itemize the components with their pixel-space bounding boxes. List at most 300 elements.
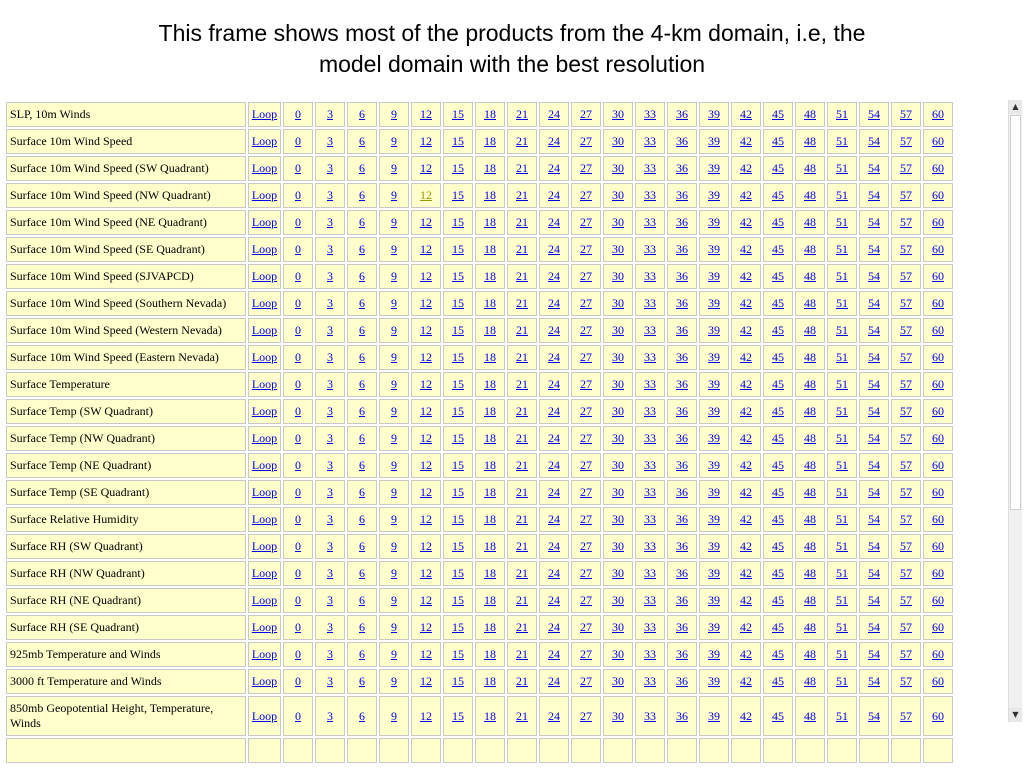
hour-link-51[interactable]: 51 — [836, 566, 848, 580]
hour-link-15[interactable]: 15 — [452, 242, 464, 256]
hour-link-60[interactable]: 60 — [932, 539, 944, 553]
hour-link-42[interactable]: 42 — [740, 647, 752, 661]
hour-link-33[interactable]: 33 — [644, 458, 656, 472]
hour-link-12[interactable]: 12 — [420, 674, 432, 688]
hour-link-27[interactable]: 27 — [580, 404, 592, 418]
hour-link-3[interactable]: 3 — [327, 404, 333, 418]
hour-link-51[interactable]: 51 — [836, 269, 848, 283]
hour-link-54[interactable]: 54 — [868, 215, 880, 229]
hour-link-21[interactable]: 21 — [516, 539, 528, 553]
hour-link-51[interactable]: 51 — [836, 107, 848, 121]
hour-link-12[interactable]: 12 — [420, 458, 432, 472]
loop-link[interactable]: Loop — [251, 350, 278, 364]
hour-link-12[interactable]: 12 — [420, 377, 432, 391]
hour-link-21[interactable]: 21 — [516, 161, 528, 175]
hour-link-24[interactable]: 24 — [548, 377, 560, 391]
hour-link-18[interactable]: 18 — [484, 708, 496, 723]
hour-link-48[interactable]: 48 — [804, 458, 816, 472]
hour-link-30[interactable]: 30 — [612, 647, 624, 661]
hour-link-12[interactable]: 12 — [420, 593, 432, 607]
hour-link-15[interactable]: 15 — [452, 269, 464, 283]
hour-link-51[interactable]: 51 — [836, 350, 848, 364]
hour-link-27[interactable]: 27 — [580, 242, 592, 256]
hour-link-48[interactable]: 48 — [804, 161, 816, 175]
hour-link-21[interactable]: 21 — [516, 269, 528, 283]
hour-link-3[interactable]: 3 — [327, 539, 333, 553]
hour-link-24[interactable]: 24 — [548, 485, 560, 499]
hour-link-30[interactable]: 30 — [612, 161, 624, 175]
hour-link-60[interactable]: 60 — [932, 485, 944, 499]
hour-link-30[interactable]: 30 — [612, 539, 624, 553]
hour-link-27[interactable]: 27 — [580, 674, 592, 688]
hour-link-54[interactable]: 54 — [868, 674, 880, 688]
hour-link-3[interactable]: 3 — [327, 350, 333, 364]
hour-link-3[interactable]: 3 — [327, 566, 333, 580]
hour-link-54[interactable]: 54 — [868, 404, 880, 418]
hour-link-27[interactable]: 27 — [580, 539, 592, 553]
hour-link-18[interactable]: 18 — [484, 620, 496, 634]
hour-link-18[interactable]: 18 — [484, 107, 496, 121]
hour-link-27[interactable]: 27 — [580, 458, 592, 472]
hour-link-15[interactable]: 15 — [452, 431, 464, 445]
hour-link-57[interactable]: 57 — [900, 134, 912, 148]
hour-link-3[interactable]: 3 — [327, 512, 333, 526]
hour-link-12[interactable]: 12 — [420, 323, 432, 337]
hour-link-39[interactable]: 39 — [708, 215, 720, 229]
hour-link-30[interactable]: 30 — [612, 107, 624, 121]
loop-link[interactable]: Loop — [251, 107, 278, 121]
hour-link-0[interactable]: 0 — [295, 350, 301, 364]
hour-link-15[interactable]: 15 — [452, 458, 464, 472]
hour-link-21[interactable]: 21 — [516, 242, 528, 256]
hour-link-33[interactable]: 33 — [644, 431, 656, 445]
hour-link-33[interactable]: 33 — [644, 296, 656, 310]
hour-link-51[interactable]: 51 — [836, 323, 848, 337]
hour-link-6[interactable]: 6 — [359, 566, 365, 580]
hour-link-6[interactable]: 6 — [359, 458, 365, 472]
hour-link-48[interactable]: 48 — [804, 377, 816, 391]
hour-link-54[interactable]: 54 — [868, 647, 880, 661]
hour-link-57[interactable]: 57 — [900, 215, 912, 229]
hour-link-48[interactable]: 48 — [804, 566, 816, 580]
hour-link-6[interactable]: 6 — [359, 269, 365, 283]
hour-link-6[interactable]: 6 — [359, 539, 365, 553]
hour-link-33[interactable]: 33 — [644, 134, 656, 148]
hour-link-9[interactable]: 9 — [391, 161, 397, 175]
hour-link-48[interactable]: 48 — [804, 188, 816, 202]
hour-link-57[interactable]: 57 — [900, 161, 912, 175]
hour-link-33[interactable]: 33 — [644, 539, 656, 553]
hour-link-45[interactable]: 45 — [772, 134, 784, 148]
hour-link-21[interactable]: 21 — [516, 215, 528, 229]
hour-link-45[interactable]: 45 — [772, 269, 784, 283]
hour-link-24[interactable]: 24 — [548, 674, 560, 688]
hour-link-36[interactable]: 36 — [676, 134, 688, 148]
hour-link-0[interactable]: 0 — [295, 674, 301, 688]
hour-link-24[interactable]: 24 — [548, 296, 560, 310]
hour-link-21[interactable]: 21 — [516, 566, 528, 580]
loop-link[interactable]: Loop — [251, 323, 278, 337]
hour-link-42[interactable]: 42 — [740, 404, 752, 418]
hour-link-36[interactable]: 36 — [676, 485, 688, 499]
loop-link[interactable]: Loop — [251, 485, 278, 499]
hour-link-42[interactable]: 42 — [740, 350, 752, 364]
hour-link-48[interactable]: 48 — [804, 323, 816, 337]
loop-link[interactable]: Loop — [251, 242, 278, 256]
hour-link-18[interactable]: 18 — [484, 242, 496, 256]
hour-link-6[interactable]: 6 — [359, 620, 365, 634]
hour-link-15[interactable]: 15 — [452, 161, 464, 175]
hour-link-60[interactable]: 60 — [932, 269, 944, 283]
hour-link-9[interactable]: 9 — [391, 708, 397, 723]
hour-link-18[interactable]: 18 — [484, 431, 496, 445]
hour-link-12[interactable]: 12 — [420, 566, 432, 580]
hour-link-12[interactable]: 12 — [420, 242, 432, 256]
hour-link-54[interactable]: 54 — [868, 539, 880, 553]
hour-link-15[interactable]: 15 — [452, 620, 464, 634]
loop-link[interactable]: Loop — [251, 161, 278, 175]
hour-link-33[interactable]: 33 — [644, 215, 656, 229]
hour-link-12[interactable]: 12 — [420, 215, 432, 229]
hour-link-60[interactable]: 60 — [932, 188, 944, 202]
hour-link-21[interactable]: 21 — [516, 296, 528, 310]
hour-link-6[interactable]: 6 — [359, 296, 365, 310]
loop-link[interactable]: Loop — [251, 593, 278, 607]
hour-link-9[interactable]: 9 — [391, 593, 397, 607]
hour-link-0[interactable]: 0 — [295, 269, 301, 283]
hour-link-12[interactable]: 12 — [420, 485, 432, 499]
hour-link-45[interactable]: 45 — [772, 350, 784, 364]
hour-link-51[interactable]: 51 — [836, 431, 848, 445]
hour-link-3[interactable]: 3 — [327, 188, 333, 202]
hour-link-12[interactable]: 12 — [420, 708, 432, 723]
hour-link-0[interactable]: 0 — [295, 296, 301, 310]
hour-link-54[interactable]: 54 — [868, 242, 880, 256]
hour-link-18[interactable]: 18 — [484, 404, 496, 418]
hour-link-51[interactable]: 51 — [836, 512, 848, 526]
hour-link-3[interactable]: 3 — [327, 485, 333, 499]
hour-link-15[interactable]: 15 — [452, 512, 464, 526]
hour-link-36[interactable]: 36 — [676, 350, 688, 364]
hour-link-24[interactable]: 24 — [548, 323, 560, 337]
hour-link-54[interactable]: 54 — [868, 107, 880, 121]
hour-link-27[interactable]: 27 — [580, 431, 592, 445]
hour-link-15[interactable]: 15 — [452, 377, 464, 391]
hour-link-33[interactable]: 33 — [644, 404, 656, 418]
hour-link-45[interactable]: 45 — [772, 404, 784, 418]
hour-link-54[interactable]: 54 — [868, 485, 880, 499]
hour-link-36[interactable]: 36 — [676, 323, 688, 337]
hour-link-9[interactable]: 9 — [391, 431, 397, 445]
hour-link-54[interactable]: 54 — [868, 593, 880, 607]
hour-link-48[interactable]: 48 — [804, 674, 816, 688]
hour-link-36[interactable]: 36 — [676, 269, 688, 283]
hour-link-48[interactable]: 48 — [804, 404, 816, 418]
hour-link-51[interactable]: 51 — [836, 404, 848, 418]
hour-link-15[interactable]: 15 — [452, 485, 464, 499]
loop-link[interactable]: Loop — [251, 134, 278, 148]
hour-link-24[interactable]: 24 — [548, 458, 560, 472]
hour-link-9[interactable]: 9 — [391, 377, 397, 391]
hour-link-27[interactable]: 27 — [580, 566, 592, 580]
hour-link-0[interactable]: 0 — [295, 708, 301, 723]
hour-link-3[interactable]: 3 — [327, 458, 333, 472]
hour-link-45[interactable]: 45 — [772, 485, 784, 499]
hour-link-51[interactable]: 51 — [836, 458, 848, 472]
hour-link-54[interactable]: 54 — [868, 431, 880, 445]
loop-link[interactable]: Loop — [251, 377, 278, 391]
hour-link-0[interactable]: 0 — [295, 215, 301, 229]
hour-link-9[interactable]: 9 — [391, 620, 397, 634]
hour-link-18[interactable]: 18 — [484, 296, 496, 310]
hour-link-27[interactable]: 27 — [580, 377, 592, 391]
hour-link-3[interactable]: 3 — [327, 620, 333, 634]
hour-link-39[interactable]: 39 — [708, 161, 720, 175]
hour-link-6[interactable]: 6 — [359, 404, 365, 418]
hour-link-30[interactable]: 30 — [612, 431, 624, 445]
hour-link-51[interactable]: 51 — [836, 215, 848, 229]
hour-link-57[interactable]: 57 — [900, 620, 912, 634]
hour-link-27[interactable]: 27 — [580, 134, 592, 148]
hour-link-0[interactable]: 0 — [295, 512, 301, 526]
hour-link-42[interactable]: 42 — [740, 485, 752, 499]
hour-link-48[interactable]: 48 — [804, 350, 816, 364]
hour-link-36[interactable]: 36 — [676, 647, 688, 661]
hour-link-42[interactable]: 42 — [740, 377, 752, 391]
hour-link-45[interactable]: 45 — [772, 674, 784, 688]
hour-link-51[interactable]: 51 — [836, 539, 848, 553]
hour-link-21[interactable]: 21 — [516, 134, 528, 148]
hour-link-30[interactable]: 30 — [612, 404, 624, 418]
hour-link-36[interactable]: 36 — [676, 215, 688, 229]
hour-link-18[interactable]: 18 — [484, 215, 496, 229]
hour-link-39[interactable]: 39 — [708, 242, 720, 256]
hour-link-42[interactable]: 42 — [740, 134, 752, 148]
hour-link-57[interactable]: 57 — [900, 512, 912, 526]
hour-link-51[interactable]: 51 — [836, 620, 848, 634]
hour-link-24[interactable]: 24 — [548, 107, 560, 121]
hour-link-6[interactable]: 6 — [359, 377, 365, 391]
hour-link-15[interactable]: 15 — [452, 134, 464, 148]
hour-link-9[interactable]: 9 — [391, 647, 397, 661]
loop-link[interactable]: Loop — [251, 620, 278, 634]
hour-link-0[interactable]: 0 — [295, 188, 301, 202]
hour-link-36[interactable]: 36 — [676, 161, 688, 175]
hour-link-18[interactable]: 18 — [484, 539, 496, 553]
hour-link-0[interactable]: 0 — [295, 566, 301, 580]
hour-link-0[interactable]: 0 — [295, 593, 301, 607]
hour-link-36[interactable]: 36 — [676, 620, 688, 634]
hour-link-27[interactable]: 27 — [580, 296, 592, 310]
scroll-up-arrow-icon[interactable]: ▲ — [1009, 100, 1022, 114]
hour-link-33[interactable]: 33 — [644, 161, 656, 175]
hour-link-6[interactable]: 6 — [359, 107, 365, 121]
hour-link-54[interactable]: 54 — [868, 458, 880, 472]
hour-link-60[interactable]: 60 — [932, 107, 944, 121]
hour-link-21[interactable]: 21 — [516, 647, 528, 661]
hour-link-57[interactable]: 57 — [900, 458, 912, 472]
hour-link-27[interactable]: 27 — [580, 593, 592, 607]
hour-link-15[interactable]: 15 — [452, 708, 464, 723]
hour-link-3[interactable]: 3 — [327, 708, 333, 723]
hour-link-15[interactable]: 15 — [452, 404, 464, 418]
hour-link-54[interactable]: 54 — [868, 512, 880, 526]
hour-link-30[interactable]: 30 — [612, 296, 624, 310]
hour-link-12[interactable]: 12 — [420, 620, 432, 634]
hour-link-42[interactable]: 42 — [740, 458, 752, 472]
hour-link-3[interactable]: 3 — [327, 134, 333, 148]
hour-link-36[interactable]: 36 — [676, 512, 688, 526]
loop-link[interactable]: Loop — [251, 188, 278, 202]
hour-link-60[interactable]: 60 — [932, 215, 944, 229]
hour-link-27[interactable]: 27 — [580, 161, 592, 175]
hour-link-6[interactable]: 6 — [359, 431, 365, 445]
hour-link-0[interactable]: 0 — [295, 323, 301, 337]
hour-link-0[interactable]: 0 — [295, 242, 301, 256]
hour-link-18[interactable]: 18 — [484, 674, 496, 688]
hour-link-51[interactable]: 51 — [836, 485, 848, 499]
hour-link-45[interactable]: 45 — [772, 539, 784, 553]
hour-link-0[interactable]: 0 — [295, 458, 301, 472]
hour-link-39[interactable]: 39 — [708, 350, 720, 364]
hour-link-24[interactable]: 24 — [548, 620, 560, 634]
loop-link[interactable]: Loop — [251, 512, 278, 526]
hour-link-21[interactable]: 21 — [516, 512, 528, 526]
hour-link-42[interactable]: 42 — [740, 566, 752, 580]
hour-link-54[interactable]: 54 — [868, 188, 880, 202]
hour-link-30[interactable]: 30 — [612, 350, 624, 364]
hour-link-9[interactable]: 9 — [391, 458, 397, 472]
hour-link-54[interactable]: 54 — [868, 566, 880, 580]
hour-link-39[interactable]: 39 — [708, 296, 720, 310]
hour-link-42[interactable]: 42 — [740, 107, 752, 121]
hour-link-33[interactable]: 33 — [644, 512, 656, 526]
hour-link-60[interactable]: 60 — [932, 242, 944, 256]
hour-link-24[interactable]: 24 — [548, 566, 560, 580]
hour-link-57[interactable]: 57 — [900, 539, 912, 553]
hour-link-9[interactable]: 9 — [391, 539, 397, 553]
hour-link-39[interactable]: 39 — [708, 107, 720, 121]
hour-link-21[interactable]: 21 — [516, 188, 528, 202]
hour-link-33[interactable]: 33 — [644, 620, 656, 634]
hour-link-33[interactable]: 33 — [644, 350, 656, 364]
hour-link-39[interactable]: 39 — [708, 377, 720, 391]
hour-link-24[interactable]: 24 — [548, 593, 560, 607]
hour-link-6[interactable]: 6 — [359, 161, 365, 175]
hour-link-51[interactable]: 51 — [836, 161, 848, 175]
scroll-down-arrow-icon[interactable]: ▼ — [1009, 708, 1022, 722]
hour-link-36[interactable]: 36 — [676, 242, 688, 256]
hour-link-12[interactable]: 12 — [420, 188, 432, 202]
hour-link-33[interactable]: 33 — [644, 593, 656, 607]
loop-link[interactable]: Loop — [251, 566, 278, 580]
loop-link[interactable]: Loop — [251, 708, 278, 723]
hour-link-33[interactable]: 33 — [644, 242, 656, 256]
hour-link-9[interactable]: 9 — [391, 215, 397, 229]
loop-link[interactable]: Loop — [251, 431, 278, 445]
hour-link-45[interactable]: 45 — [772, 323, 784, 337]
hour-link-60[interactable]: 60 — [932, 296, 944, 310]
hour-link-45[interactable]: 45 — [772, 107, 784, 121]
hour-link-57[interactable]: 57 — [900, 647, 912, 661]
hour-link-12[interactable]: 12 — [420, 512, 432, 526]
hour-link-24[interactable]: 24 — [548, 161, 560, 175]
hour-link-3[interactable]: 3 — [327, 593, 333, 607]
hour-link-54[interactable]: 54 — [868, 708, 880, 723]
hour-link-54[interactable]: 54 — [868, 269, 880, 283]
hour-link-48[interactable]: 48 — [804, 593, 816, 607]
hour-link-33[interactable]: 33 — [644, 323, 656, 337]
hour-link-57[interactable]: 57 — [900, 269, 912, 283]
hour-link-15[interactable]: 15 — [452, 647, 464, 661]
hour-link-57[interactable]: 57 — [900, 708, 912, 723]
hour-link-12[interactable]: 12 — [420, 404, 432, 418]
hour-link-54[interactable]: 54 — [868, 377, 880, 391]
hour-link-18[interactable]: 18 — [484, 188, 496, 202]
hour-link-12[interactable]: 12 — [420, 539, 432, 553]
hour-link-57[interactable]: 57 — [900, 323, 912, 337]
hour-link-48[interactable]: 48 — [804, 242, 816, 256]
hour-link-0[interactable]: 0 — [295, 134, 301, 148]
hour-link-27[interactable]: 27 — [580, 512, 592, 526]
hour-link-42[interactable]: 42 — [740, 188, 752, 202]
hour-link-39[interactable]: 39 — [708, 566, 720, 580]
hour-link-33[interactable]: 33 — [644, 647, 656, 661]
hour-link-6[interactable]: 6 — [359, 485, 365, 499]
hour-link-42[interactable]: 42 — [740, 161, 752, 175]
hour-link-18[interactable]: 18 — [484, 485, 496, 499]
hour-link-60[interactable]: 60 — [932, 458, 944, 472]
hour-link-60[interactable]: 60 — [932, 512, 944, 526]
hour-link-6[interactable]: 6 — [359, 323, 365, 337]
hour-link-30[interactable]: 30 — [612, 512, 624, 526]
hour-link-24[interactable]: 24 — [548, 404, 560, 418]
hour-link-0[interactable]: 0 — [295, 485, 301, 499]
hour-link-3[interactable]: 3 — [327, 242, 333, 256]
hour-link-24[interactable]: 24 — [548, 708, 560, 723]
hour-link-15[interactable]: 15 — [452, 674, 464, 688]
hour-link-54[interactable]: 54 — [868, 296, 880, 310]
hour-link-3[interactable]: 3 — [327, 377, 333, 391]
hour-link-60[interactable]: 60 — [932, 647, 944, 661]
hour-link-27[interactable]: 27 — [580, 269, 592, 283]
hour-link-36[interactable]: 36 — [676, 377, 688, 391]
hour-link-0[interactable]: 0 — [295, 161, 301, 175]
hour-link-27[interactable]: 27 — [580, 107, 592, 121]
hour-link-9[interactable]: 9 — [391, 404, 397, 418]
hour-link-33[interactable]: 33 — [644, 377, 656, 391]
hour-link-48[interactable]: 48 — [804, 647, 816, 661]
hour-link-21[interactable]: 21 — [516, 485, 528, 499]
hour-link-0[interactable]: 0 — [295, 647, 301, 661]
hour-link-60[interactable]: 60 — [932, 566, 944, 580]
hour-link-27[interactable]: 27 — [580, 647, 592, 661]
hour-link-33[interactable]: 33 — [644, 485, 656, 499]
hour-link-30[interactable]: 30 — [612, 377, 624, 391]
hour-link-30[interactable]: 30 — [612, 674, 624, 688]
hour-link-48[interactable]: 48 — [804, 512, 816, 526]
hour-link-30[interactable]: 30 — [612, 215, 624, 229]
hour-link-9[interactable]: 9 — [391, 107, 397, 121]
hour-link-24[interactable]: 24 — [548, 647, 560, 661]
hour-link-21[interactable]: 21 — [516, 350, 528, 364]
hour-link-0[interactable]: 0 — [295, 620, 301, 634]
hour-link-12[interactable]: 12 — [420, 134, 432, 148]
hour-link-24[interactable]: 24 — [548, 512, 560, 526]
hour-link-9[interactable]: 9 — [391, 188, 397, 202]
hour-link-60[interactable]: 60 — [932, 350, 944, 364]
hour-link-39[interactable]: 39 — [708, 134, 720, 148]
